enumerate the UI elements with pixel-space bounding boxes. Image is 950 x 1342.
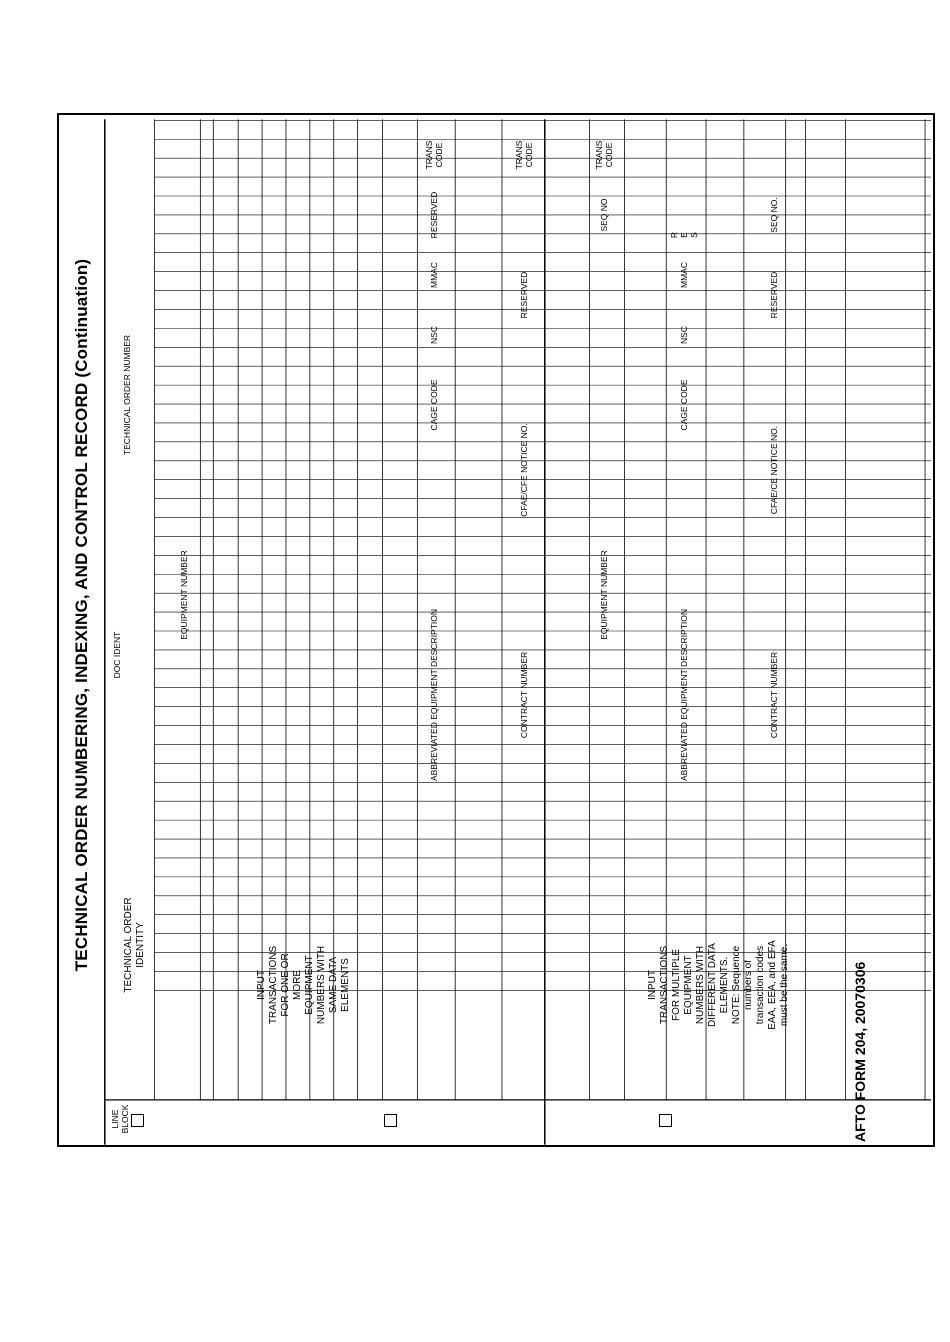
- line-block-label: LINE BLOCK: [110, 1104, 130, 1134]
- eba-reserved-label: RESERVED: [519, 271, 529, 319]
- form-title: TECHNICAL ORDER NUMBERING, INDEXING, AND CONTROL RECORD (Continuation): [72, 258, 91, 972]
- section2-nsc-label: NSC: [679, 326, 689, 344]
- abbrev-desc-label: ABBREVIATED EQUIPMENT DESCRIPTION: [429, 608, 439, 782]
- eba-trans-code-label: TRANS CODE: [514, 140, 534, 170]
- contract-number-label: CONTRACT NUMBER: [519, 651, 529, 739]
- section2-cfae-notice-label: CFAE/CE NOTICE NO.: [769, 425, 779, 515]
- section2-abbrev-desc-label: ABBREVIATED EQUIPMENT DESCRIPTION: [679, 608, 689, 782]
- to-number-label: TECHNICAL ORDER NUMBER: [122, 334, 132, 456]
- section2-res-label: R E S: [669, 231, 699, 239]
- section2-equipment-number-label: EQUIPMENT NUMBER: [599, 550, 609, 640]
- section1-description: INPUT TRANSACTIONS FOR ONE OR MORE EQUIPMENT NUMBERS WITH SAME DATA ELEMENTS: [256, 945, 351, 1025]
- section2-cage-code-label: CAGE CODE: [679, 379, 689, 431]
- line-block-checkbox-header[interactable]: [131, 1114, 144, 1127]
- doc-ident-label: DOC IDENT: [112, 631, 122, 679]
- reserved-label: RESERVED: [429, 191, 439, 239]
- to-identity-label: TECHNICAL ORDER IDENTITY: [122, 897, 146, 993]
- trans-code-label: TRANS CODE: [424, 140, 444, 170]
- nsc-label: NSC: [429, 326, 439, 344]
- cage-code-label: CAGE CODE: [429, 379, 439, 431]
- mmac-label: MMAC: [429, 262, 439, 288]
- cfae-notice-label: CFAE/CFE NOTICE NO.: [519, 423, 529, 517]
- section2-seq-no2-label: SEQ NO.: [769, 197, 779, 233]
- section2-contract-number-label: CONTRACT NUMBER: [769, 651, 779, 739]
- form-page: [57, 113, 935, 1147]
- section2-description: INPUT TRANSACTIONS FOR MULTIPLE EQUIPMENT NUMBERS WITH DIFFERENT DATA ELEMENTS. NOTE: Sequence numbers of transaction codes EAA, EEA, and EFA must be the same.: [647, 940, 790, 1030]
- section2-mmac-label: MMAC: [679, 262, 689, 288]
- section2-reserved-label: RESERVED: [769, 271, 779, 319]
- section2-trans-code-label: TRANS CODE: [594, 140, 614, 170]
- form-footer: AFTO FORM 204, 20070306: [852, 961, 868, 1142]
- section1-checkbox[interactable]: [384, 1114, 397, 1127]
- section2-checkbox[interactable]: [659, 1114, 672, 1127]
- seq-no-label: SEQ NO: [599, 198, 609, 232]
- equipment-number-label: EQUIPMENT NUMBER: [179, 550, 189, 640]
